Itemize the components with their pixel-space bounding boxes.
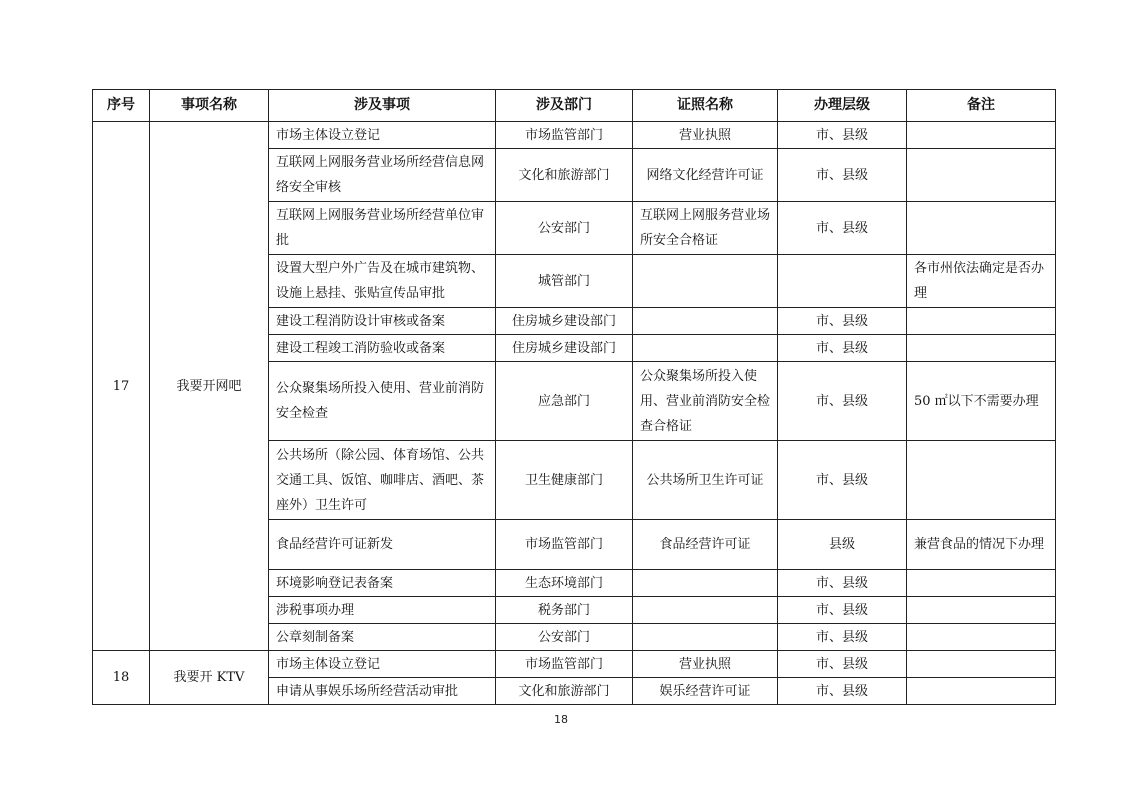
level-cell: 市、县级 — [778, 624, 907, 651]
group-name: 我要开 KTV — [150, 651, 269, 705]
note-cell: 各市州依法确定是否办理 — [907, 255, 1056, 308]
license-cell — [633, 308, 778, 335]
note-cell: 50 ㎡以下不需要办理 — [907, 362, 1056, 441]
level-cell: 市、县级 — [778, 651, 907, 678]
table-row — [93, 651, 1056, 678]
level-cell: 市、县级 — [778, 597, 907, 624]
license-cell: 营业执照 — [633, 122, 778, 149]
dept-cell: 生态环境部门 — [496, 570, 633, 597]
note-cell — [907, 570, 1056, 597]
license-cell — [633, 335, 778, 362]
license-cell — [633, 570, 778, 597]
level-cell: 市、县级 — [778, 122, 907, 149]
dept-cell: 市场监管部门 — [496, 122, 633, 149]
dept-cell: 住房城乡建设部门 — [496, 335, 633, 362]
note-cell — [907, 149, 1056, 202]
license-cell — [633, 255, 778, 308]
note-cell — [907, 597, 1056, 624]
document-table — [92, 89, 1056, 705]
header-involved-items: 涉及事项 — [269, 90, 496, 122]
header-license: 证照名称 — [633, 90, 778, 122]
item-cell: 涉税事项办理 — [269, 597, 496, 624]
note-cell — [907, 308, 1056, 335]
license-cell: 互联网上网服务营业场所安全合格证 — [633, 202, 778, 255]
item-cell: 市场主体设立登记 — [269, 651, 496, 678]
item-cell: 食品经营许可证新发 — [269, 520, 496, 570]
dept-cell: 市场监管部门 — [496, 651, 633, 678]
level-cell: 市、县级 — [778, 362, 907, 441]
item-cell: 建设工程竣工消防验收或备案 — [269, 335, 496, 362]
note-cell — [907, 202, 1056, 255]
dept-cell: 文化和旅游部门 — [496, 678, 633, 705]
page-number: 18 — [554, 713, 568, 726]
dept-cell: 税务部门 — [496, 597, 633, 624]
header-remarks: 备注 — [907, 90, 1056, 122]
dept-cell: 文化和旅游部门 — [496, 149, 633, 202]
item-cell: 申请从事娱乐场所经营活动审批 — [269, 678, 496, 705]
note-cell: 兼营食品的情况下办理 — [907, 520, 1056, 570]
header-item-name: 事项名称 — [150, 90, 269, 122]
level-cell: 县级 — [778, 520, 907, 570]
header-level: 办理层级 — [778, 90, 907, 122]
note-cell — [907, 122, 1056, 149]
group-name: 我要开网吧 — [150, 122, 269, 651]
level-cell: 市、县级 — [778, 335, 907, 362]
dept-cell: 应急部门 — [496, 362, 633, 441]
level-cell: 市、县级 — [778, 678, 907, 705]
dept-cell: 公安部门 — [496, 202, 633, 255]
license-cell: 食品经营许可证 — [633, 520, 778, 570]
note-cell — [907, 441, 1056, 520]
group-seq: 18 — [93, 651, 150, 705]
item-cell: 互联网上网服务营业场所经营单位审批 — [269, 202, 496, 255]
table-row — [93, 122, 1056, 149]
header-seq: 序号 — [93, 90, 150, 122]
dept-cell: 住房城乡建设部门 — [496, 308, 633, 335]
level-cell — [778, 255, 907, 308]
table-header-row — [93, 90, 1056, 122]
license-cell — [633, 624, 778, 651]
level-cell: 市、县级 — [778, 149, 907, 202]
group-seq: 17 — [93, 122, 150, 651]
level-cell: 市、县级 — [778, 308, 907, 335]
item-cell: 设置大型户外广告及在城市建筑物、设施上悬挂、张贴宣传品审批 — [269, 255, 496, 308]
note-cell — [907, 335, 1056, 362]
level-cell: 市、县级 — [778, 441, 907, 520]
level-cell: 市、县级 — [778, 570, 907, 597]
note-cell — [907, 678, 1056, 705]
license-cell: 网络文化经营许可证 — [633, 149, 778, 202]
license-cell: 公众聚集场所投入使用、营业前消防安全检查合格证 — [633, 362, 778, 441]
note-cell — [907, 651, 1056, 678]
item-cell: 公众聚集场所投入使用、营业前消防安全检查 — [269, 362, 496, 441]
level-cell: 市、县级 — [778, 202, 907, 255]
item-cell: 环境影响登记表备案 — [269, 570, 496, 597]
item-cell: 公共场所（除公园、体育场馆、公共交通工具、饭馆、咖啡店、酒吧、茶座外）卫生许可 — [269, 441, 496, 520]
header-department: 涉及部门 — [496, 90, 633, 122]
item-cell: 互联网上网服务营业场所经营信息网络安全审核 — [269, 149, 496, 202]
item-cell: 建设工程消防设计审核或备案 — [269, 308, 496, 335]
item-cell: 公章刻制备案 — [269, 624, 496, 651]
license-cell — [633, 597, 778, 624]
license-cell: 娱乐经营许可证 — [633, 678, 778, 705]
dept-cell: 城管部门 — [496, 255, 633, 308]
dept-cell: 公安部门 — [496, 624, 633, 651]
note-cell — [907, 624, 1056, 651]
license-cell: 营业执照 — [633, 651, 778, 678]
license-cell: 公共场所卫生许可证 — [633, 441, 778, 520]
item-cell: 市场主体设立登记 — [269, 122, 496, 149]
dept-cell: 卫生健康部门 — [496, 441, 633, 520]
dept-cell: 市场监管部门 — [496, 520, 633, 570]
